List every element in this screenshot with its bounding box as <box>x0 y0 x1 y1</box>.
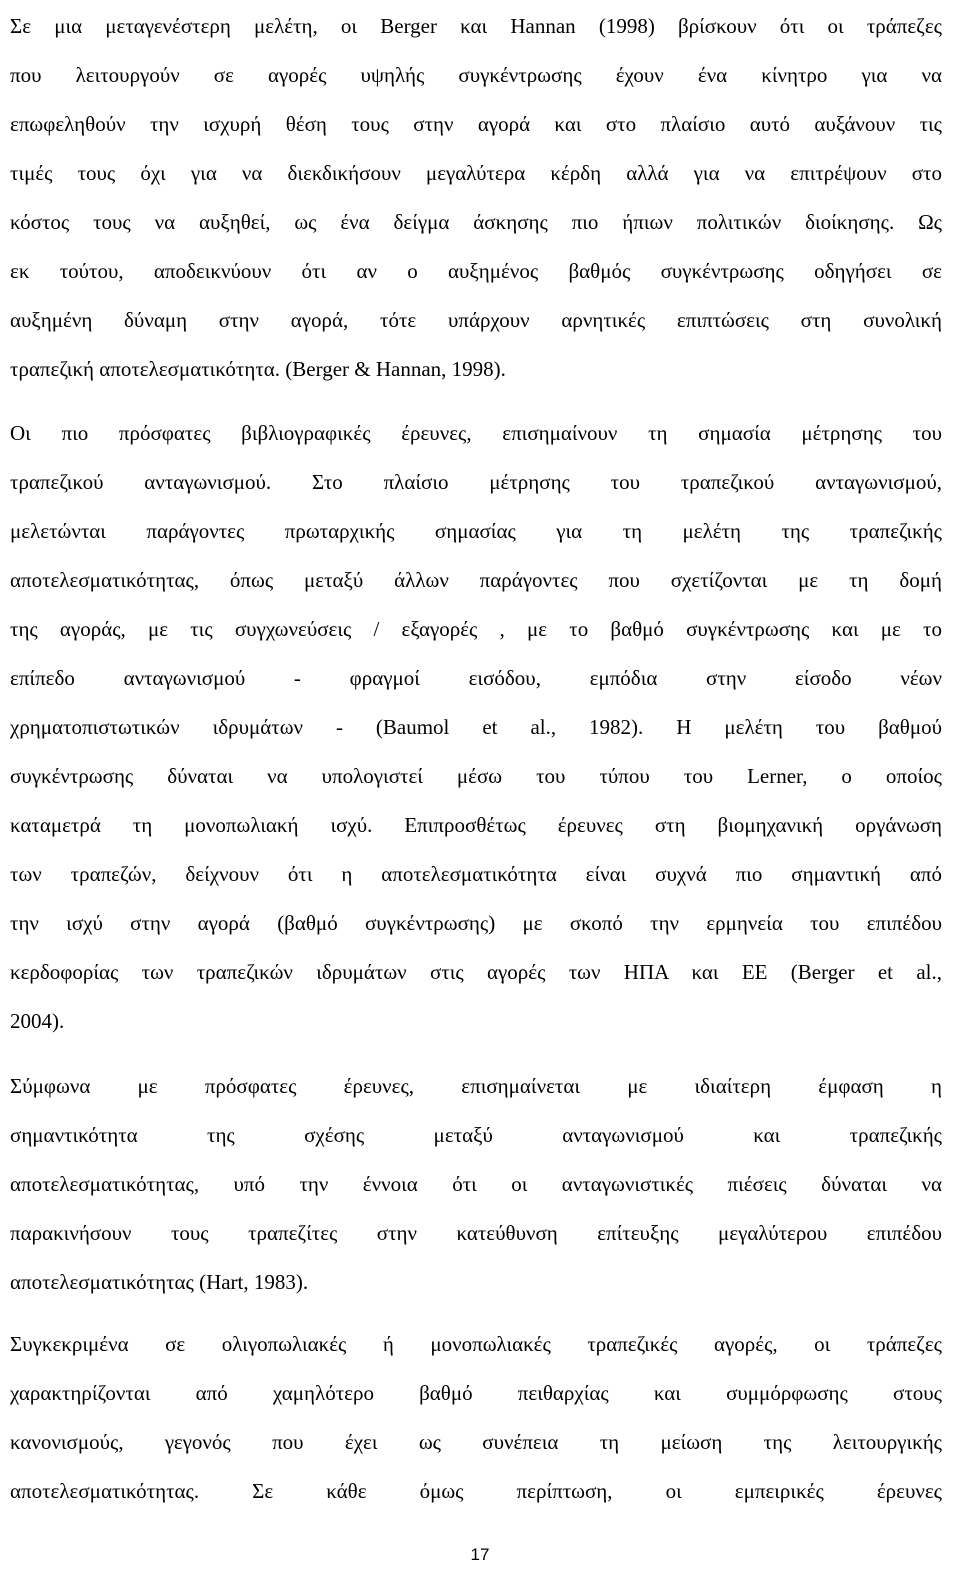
text-line: αποτελεσματικότητας, όπως μεταξύ άλλων παράγοντες που σχετίζονται με τη δομή <box>10 568 942 592</box>
text-line: τραπεζική αποτελεσματικότητα. (Berger & Hannan, 1998). <box>10 357 506 381</box>
text-line: Οι πιο πρόσφατες βιβλιογραφικές έρευνες, επισημαίνουν τη σημασία μέτρησης του <box>10 421 942 445</box>
text-line: χαρακτηρίζονται από χαμηλότερο βαθμό πειθαρχίας και συμμόρφωσης στους <box>10 1381 942 1405</box>
text-line: αποτελεσματικότητας, υπό την έννοια ότι οι ανταγωνιστικές πιέσεις δύναται να <box>10 1172 942 1196</box>
text-line: εκ τούτου, αποδεικνύουν ότι αν ο αυξημένος βαθμός συγκέντρωσης οδηγήσει σε <box>10 259 942 283</box>
text-line: Σύμφωνα με πρόσφατες έρευνες, επισημαίνεται με ιδιαίτερη έμφαση η <box>10 1074 942 1098</box>
text-line: επωφεληθούν την ισχυρή θέση τους στην αγορά και στο πλαίσιο αυτό αυξάνουν τις <box>10 112 942 136</box>
text-line: παρακινήσουν τους τραπεζίτες στην κατεύθυνση επίτευξης μεγαλύτερου επιπέδου <box>10 1221 942 1245</box>
page-number: 17 <box>470 1545 490 1564</box>
text-line: χρηματοπιστωτικών ιδρυμάτων - (Baumol et al., 1982). Η μελέτη του βαθμού <box>10 715 942 739</box>
text-line: τιμές τους όχι για να διεκδικήσουν μεγαλύτερα κέρδη αλλά για να επιτρέψουν στο <box>10 161 942 185</box>
text-line: 2004). <box>10 1009 65 1033</box>
text-line: αυξημένη δύναμη στην αγορά, τότε υπάρχουν αρνητικές επιπτώσεις στη συνολική <box>10 308 942 332</box>
text-line: Συγκεκριμένα σε ολιγοπωλιακές ή μονοπωλιακές τραπεζικές αγορές, οι τράπεζες <box>10 1332 942 1356</box>
text-line: των τραπεζών, δείχνουν ότι η αποτελεσματικότητα είναι συχνά πιο σημαντική από <box>10 862 942 886</box>
text-line: που λειτουργούν σε αγορές υψηλής συγκέντρωσης έχουν ένα κίνητρο για να <box>10 63 942 87</box>
text-line: τραπεζικού ανταγωνισμού. Στο πλαίσιο μέτρησης του τραπεζικού ανταγωνισμού, <box>10 470 942 494</box>
text-line: αποτελεσματικότητας (Hart, 1983). <box>10 1270 309 1294</box>
text-line: αποτελεσματικότητας. Σε κάθε όμως περίπτωση, οι εμπειρικές έρευνες <box>10 1479 942 1503</box>
text-line: κόστος τους να αυξηθεί, ως ένα δείγμα άσκησης πιο ήπιων πολιτικών διοίκησης. Ως <box>10 210 942 234</box>
text-line: επίπεδο ανταγωνισμού - φραγμοί εισόδου, εμπόδια στην είσοδο νέων <box>10 666 942 690</box>
text-line: καταμετρά τη μονοπωλιακή ισχύ. Επιπροσθέτως έρευνες στη βιομηχανική οργάνωση <box>10 813 942 837</box>
text-line: την ισχύ στην αγορά (βαθμό συγκέντρωσης) με σκοπό την ερμηνεία του επιπέδου <box>10 911 942 935</box>
text-line: κανονισμούς, γεγονός που έχει ως συνέπεια τη μείωση της λειτουργικής <box>10 1430 942 1454</box>
text-line: μελετώνται παράγοντες πρωταρχικής σημασίας για τη μελέτη της τραπεζικής <box>10 519 942 543</box>
text-line: της αγοράς, με τις συγχωνεύσεις / εξαγορές , με το βαθμό συγκέντρωσης και με το <box>10 617 942 641</box>
text-line: σημαντικότητα της σχέσης μεταξύ ανταγωνισμού και τραπεζικής <box>10 1123 942 1147</box>
text-line: κερδοφορίας των τραπεζικών ιδρυμάτων στις αγορές των ΗΠΑ και ΕΕ (Berger et al., <box>10 960 942 984</box>
text-line: συγκέντρωσης δύναται να υπολογιστεί μέσω του τύπου του Lerner, ο οποίος <box>10 764 942 788</box>
text-line: Σε μια μεταγενέστερη μελέτη, οι Berger και Hannan (1998) βρίσκουν ότι οι τράπεζες <box>10 14 942 38</box>
